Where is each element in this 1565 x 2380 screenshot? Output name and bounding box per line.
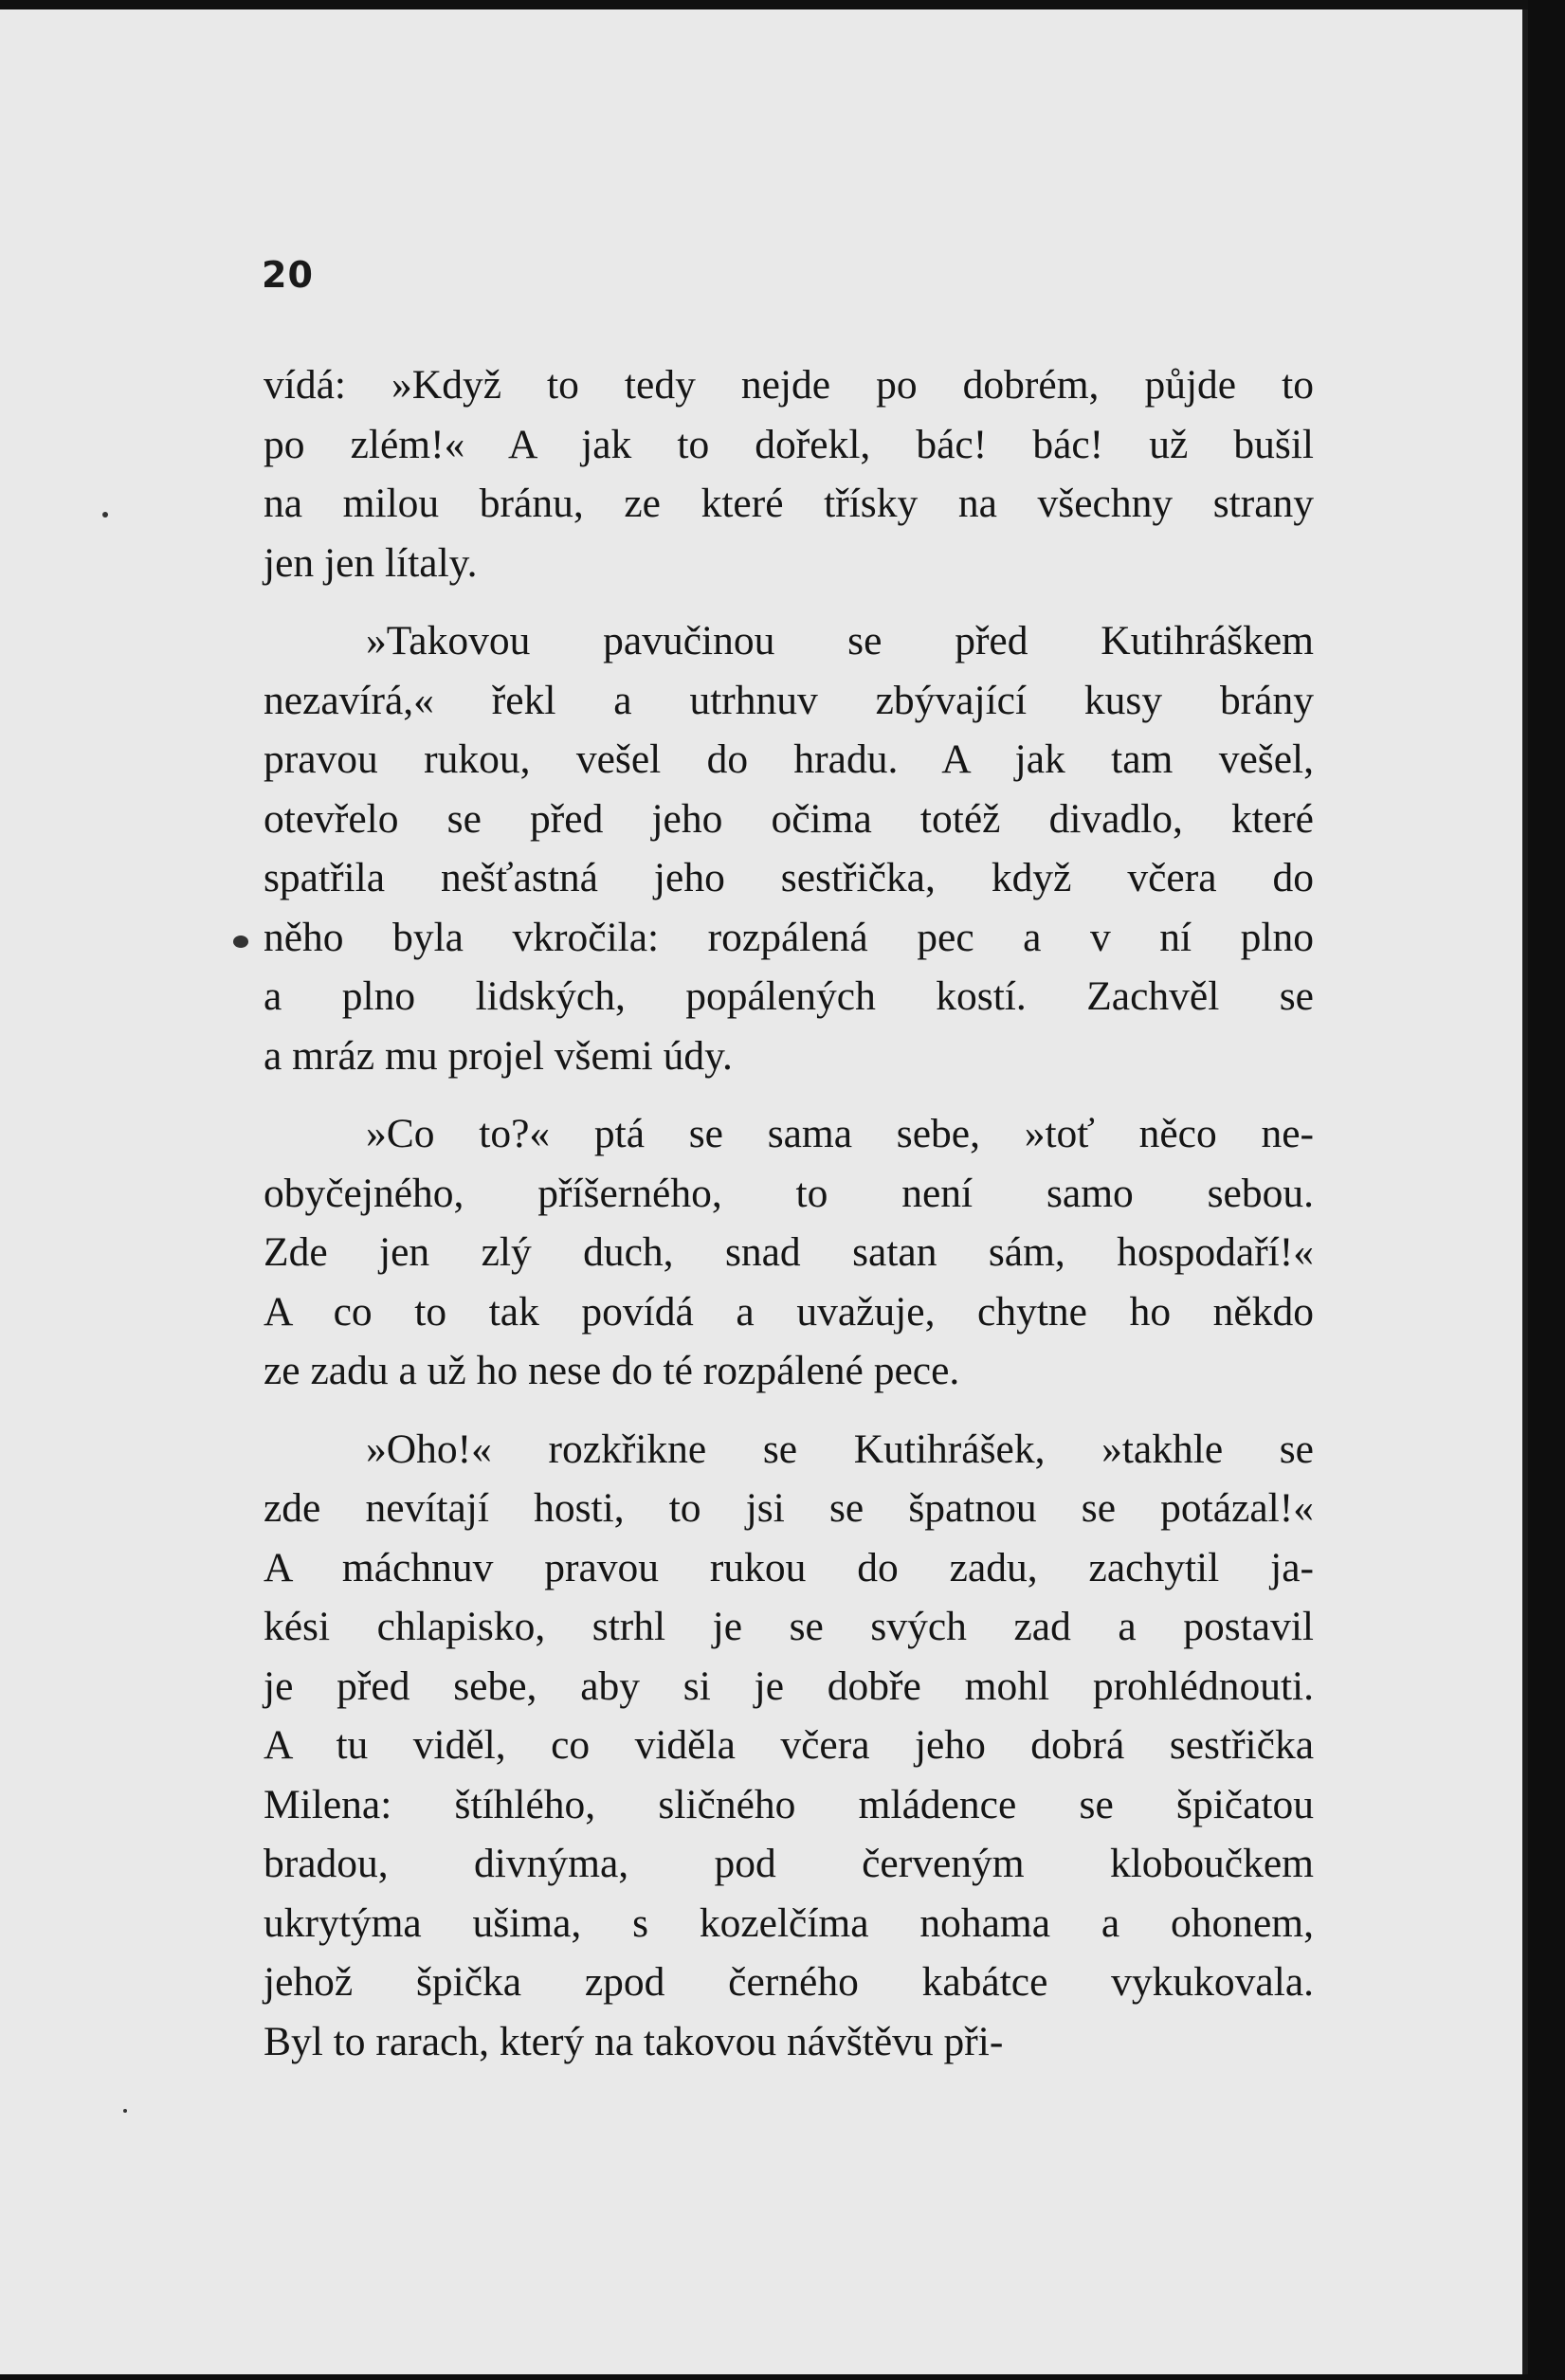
page-number: 20 — [262, 254, 314, 296]
paragraph — [264, 1104, 1314, 1401]
text-line: obyčejného, příšerného, to není samo sebou. — [264, 1170, 1314, 1216]
text-line: bradou, divnýma, pod červeným kloboučkem — [264, 1841, 1314, 1886]
text-line: otevřelo se před jeho očima totéž divadlo, které — [264, 795, 1314, 842]
scan-speck — [123, 2109, 127, 2113]
text-line: ukrytýma ušima, s kozelčíma nohama a ohonem, — [264, 1899, 1314, 1946]
text-line: zde nevítají hosti, to jsi se špatnou se potázal!« — [264, 1485, 1314, 1531]
paragraph — [264, 355, 1314, 592]
text-line: Byl to rarach, který na takovou návštěvu při- — [264, 2018, 1004, 2064]
text-line: jehož špička zpod černého kabátce vykukovala. — [264, 1959, 1314, 2005]
text-line: nezavírá,« řekl a utrhnuv zbývající kusy brány — [264, 677, 1314, 723]
text-line: A co to tak povídá a uvažuje, chytne ho někdo — [264, 1288, 1314, 1335]
text-line: spatřila nešťastná jeho sestřička, když včera do — [264, 855, 1314, 900]
text-line: vídá: »Když to tedy nejde po dobrém, půjde to — [264, 362, 1314, 408]
text-line: na milou bránu, ze které třísky na všechny strany — [264, 481, 1314, 526]
text-line: něho byla vkročila: rozpálená pec a v ní plno — [264, 914, 1314, 960]
text-line: po zlém!« A jak to dořekl, bác! bác! už bušil — [264, 421, 1314, 467]
text-line: A máchnuv pravou rukou do zadu, zachytil ja- — [264, 1544, 1314, 1590]
text-line: A tu viděl, co viděla včera jeho dobrá sestřička — [264, 1722, 1314, 1768]
text-line: »Co to?« ptá se sama sebe, »toť něco ne- — [366, 1111, 1314, 1156]
paragraph — [264, 1420, 1314, 2072]
text-line: a plno lidských, popálených kostí. Zachvěl se — [264, 973, 1314, 1019]
paragraph — [264, 611, 1314, 1085]
text-line: a mráz mu projel všemi údy. — [264, 1032, 733, 1079]
text-line: »Oho!« rozkřikne se Kutihrášek, »takhle se — [366, 1426, 1314, 1472]
text-line: ze zadu a už ho nese do té rozpálené pece. — [264, 1348, 960, 1393]
scan-speck — [233, 936, 248, 948]
text-line: Zde jen zlý duch, snad satan sám, hospodaří!« — [264, 1229, 1314, 1275]
text-line: pravou rukou, vešel do hradu. A jak tam vešel, — [264, 736, 1314, 782]
body-text — [264, 355, 1314, 2090]
text-line: jen jen lítaly. — [264, 539, 478, 586]
text-line: »Takovou pavučinou se před Kutihráškem — [366, 618, 1314, 663]
text-line: je před sebe, aby si je dobře mohl prohlédnouti. — [264, 1662, 1314, 1709]
text-line: kési chlapisko, strhl je se svých zad a postavil — [264, 1604, 1314, 1649]
scan-border-right — [1528, 0, 1565, 2380]
scan-speck — [102, 512, 108, 518]
text-line: Milena: štíhlého, sličného mládence se špičatou — [264, 1781, 1314, 1827]
